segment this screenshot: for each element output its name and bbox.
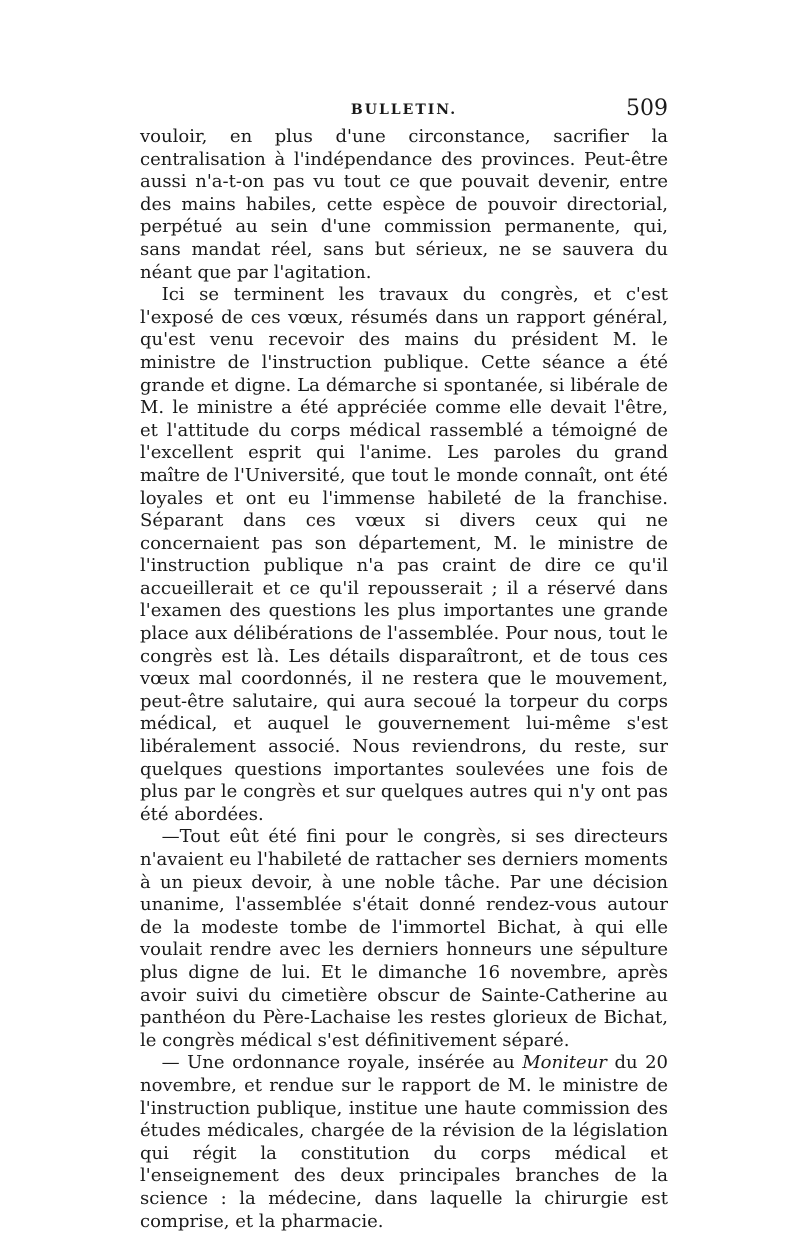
- paragraph-bichat-tribute: —Tout eût été fini pour le congrès, si ses directeurs n'avaient eu l'habileté de rattacher ses derniers moments à un pieux devoir, à une noble tâche. Par une décision unanime, l'assemblée s'était donné rendez-vous autour de la modeste tombe de l'immortel Bichat, à qui elle voulait rendre avec les derniers honneurs une sépulture plus digne de lui. Et le dimanche 16 novembre, après avoir suivi du cimetière obscur de Sainte-Catherine au panthéon du Père-Lachaise les restes glorieux de Bichat, le congrès médical s'est définitivement séparé.: [140, 826, 668, 1051]
- running-head-title: BULLETIN.: [350, 102, 458, 118]
- body-text: [140, 126, 668, 1233]
- paragraph-royal-ordinance: [140, 1052, 668, 1233]
- paragraph-congress-summary: Ici se terminent les travaux du congrès, et c'est l'exposé de ces vœux, résumés dans un rapport général, qu'est venu recevoir des mains du président M. le ministre de l'instruction publique. Cette séance a été grande et digne. La démarche si spontanée, si libérale de M. le ministre a été appréciée comme elle devait l'être, et l'attitude du corps médical rassemblé a témoigné de l'excellent esprit qui l'anime. Les paroles du grand maître de l'Université, que tout le monde connaît, ont été loyales et ont eu l'immense habileté de la franchise. Séparant dans ces vœux si divers ceux qui ne concernaient pas son département, M. le ministre de l'instruction publique n'a pas craint de dire ce qu'il accueillerait et ce qu'il repousserait ; il a réservé dans l'examen des questions les plus importantes une grande place aux délibérations de l'assemblée. Pour nous, tout le congrès est là. Les détails disparaîtront, et de tous ces vœux mal coordonnés, il ne restera que le mouvement, peut-être salutaire, qui aura secoué la torpeur du corps médical, et auquel le gouvernement lui-même s'est libéralement associé. Nous reviendrons, du reste, sur quelques questions importantes soulevées une fois de plus par le congrès et sur quelques autres qui n'y ont pas été abordées.: [140, 284, 668, 825]
- moniteur-title: Moniteur: [522, 1052, 607, 1074]
- paragraph-continuation: vouloir, en plus d'une circonstance, sacrifier la centralisation à l'indépendance des provinces. Peut-être aussi n'a-t-on pas vu tout ce que pouvait devenir, entre des mains habiles, cette espèce de pouvoir directorial, perpétué au sein d'une commission permanente, qui, sans mandat réel, sans but sérieux, ne se sauvera du néant que par l'agitation.: [140, 126, 668, 283]
- page-number: 509: [626, 96, 668, 121]
- running-head: [140, 96, 668, 126]
- ordinance-text-after: du 20 novembre, et rendue sur le rapport de M. le ministre de l'instruction publique, institue une haute commission des études médicales, chargée de la révision de la législation qui régit la constitution du corps médical et l'enseignement des deux principales branches de la science : la médecine, dans laquelle la chirurgie est comprise, et la pharmacie.: [140, 1052, 668, 1232]
- book-page: [140, 96, 668, 1233]
- ordinance-text-before: — Une ordonnance royale, insérée au: [161, 1052, 523, 1074]
